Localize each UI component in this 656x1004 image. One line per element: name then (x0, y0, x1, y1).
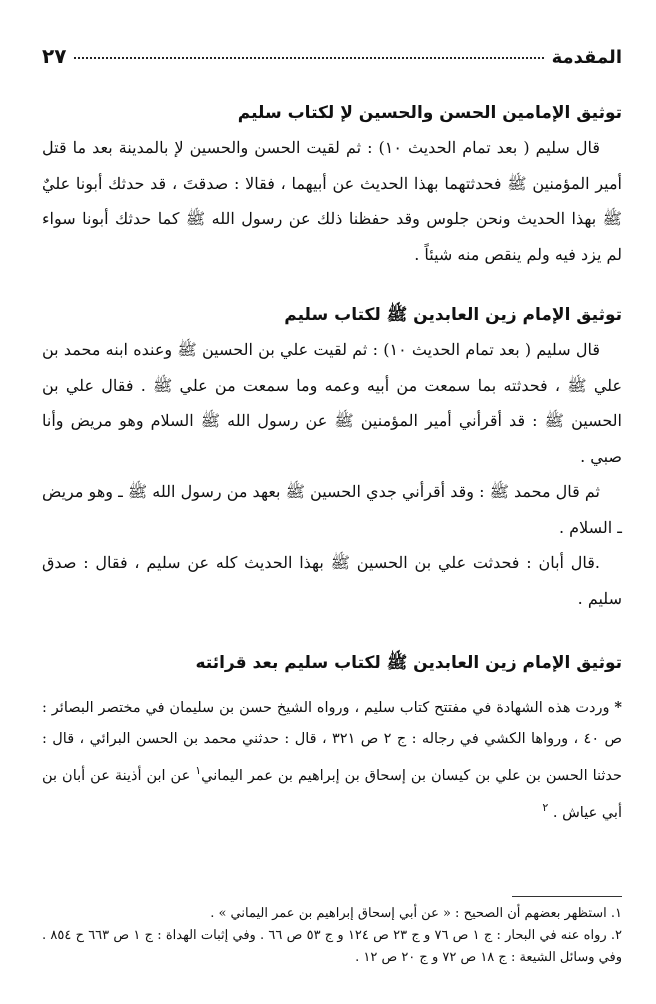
paragraph: .قال أبان : فحدثت علي بن الحسين ﷺ بهذا الحديث كله عن سليم ، فقال : صدق سليم . (42, 553, 622, 608)
paragraph: قال سليم ( بعد تمام الحديث ١٠) : ثم لقيت علي بن الحسين ﷺ وعنده ابنه محمد بن علي ﷺ ، فحدثته بما سمعت من أبيه وعمه وما سمعت من علي ﷺ . فقال علي بن الحسين ﷺ : قد أقرأني أمير المؤمنين ﷺ عن رسول الله ﷺ السلام وهو مريض وأنا صبي . (42, 340, 622, 466)
note-star: * (614, 699, 622, 716)
footnote-1: ١. استظهر بعضهم أن الصحيح : « عن أبي إسحاق إبراهيم بن عمر اليماني » . (210, 906, 622, 921)
page-number: ٢٧ (42, 44, 67, 68)
note-paragraph (42, 692, 622, 829)
note-text: وردت هذه الشهادة في مفتتح كتاب سليم ، ورواه الشيخ حسن بن سليمان في مختصر البصائر : ص ٤٠ ، ورواها الكشي في رجاله : ج ٢ ص ٣٢١ ، قال : حدثني محمد بن الحسن البرائي ، قال : حدثنا الحسن بن علي بن كيسان بن إسحاق بن إبراهيم بن عمر اليماني (42, 700, 623, 784)
footnote-ref-1[interactable]: ١ (195, 764, 202, 777)
chapter-title: المقدمة (551, 47, 622, 68)
footnote-2: ٢. رواه عنه في البحار : ج ١ ص ٧٦ و ج ٢٣ ص ١٢٤ و ج ٥٣ ص ٦٦ . وفي إثبات الهداة : ج ١ ص ٦٦٣ ح ٨٥٤ . وفي وسائل الشيعة : ج ١٨ ص ٧٢ و ج ٢٠ ص ١٢ . (42, 928, 622, 965)
section-zayn-after-reading (42, 650, 622, 829)
running-header (42, 0, 622, 96)
footnote-ref-2[interactable]: ٢ (542, 800, 549, 814)
paragraph: ثم قال محمد ﷺ : وقد أقرأني جدي الحسين ﷺ بعهد من رسول الله ﷺ ـ وهو مريض ـ السلام . (42, 482, 622, 537)
header-leader-dots (74, 56, 543, 59)
section-zayn-al-abidin (42, 302, 622, 616)
section-heading: توثيق الإمام زين العابدين ﷺ لكتاب سليم بعد قرائته (195, 653, 622, 673)
note-text-continued: عن ابن أذينة عن أبان بن أبي عياش . (42, 767, 622, 821)
section-heading: توثيق الإمامين الحسن والحسين ﻹ لكتاب سليم (237, 103, 622, 123)
section-heading: توثيق الإمام زين العابدين ﷺ لكتاب سليم (284, 305, 622, 325)
footnote-divider (512, 896, 622, 897)
footnotes (42, 896, 622, 969)
paragraph: قال سليم ( بعد تمام الحديث ١٠) : ثم لقيت الحسن والحسين ﻹ بالمدينة بعد ما قتل أمير المؤمنين ﷺ فحدثتهما بهذا الحديث عن أبيهما ، فقالا : صدقتَ ، قد حدثك أبونا عليٌ ﷺ بهذا الحديث ونحن جلوس وقد حفظنا ذلك عن رسول الله ﷺ كما حدثك أبونا سواء لم يزد فيه ولم ينقص منه شيئاً . (42, 138, 622, 264)
section-hasan-husayn (42, 100, 622, 272)
